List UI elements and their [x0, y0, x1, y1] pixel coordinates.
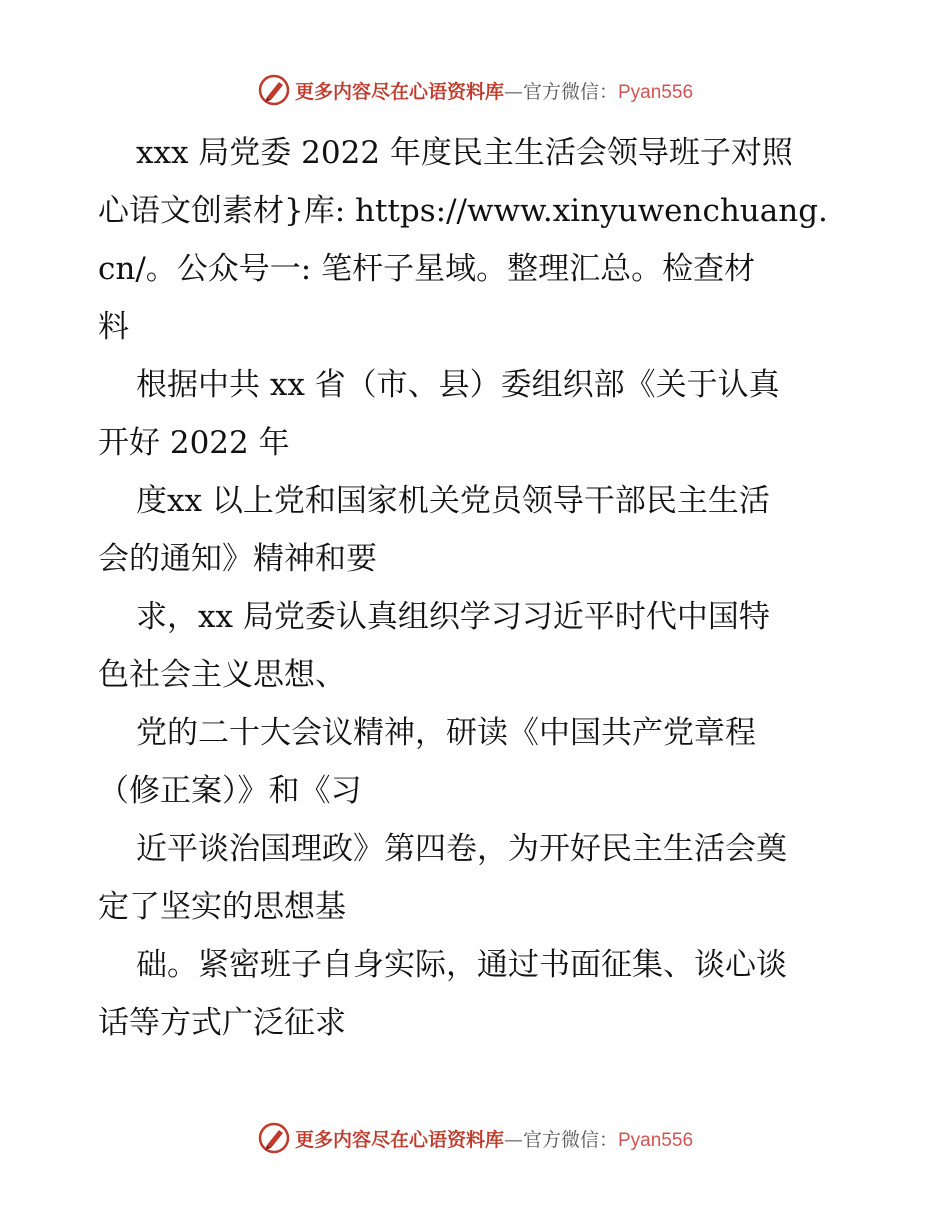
text-line: 色社会主义思想、 [98, 657, 346, 693]
text-line: （修正案）》和《习 [98, 773, 362, 809]
text-line: 近平谈治国理政》第四卷，为开好民主生活会奠 [136, 831, 787, 867]
banner-text [295, 1125, 693, 1152]
text-line: 话等方式广泛征求 [98, 1005, 346, 1041]
text-line: 定了坚实的思想基 [98, 889, 346, 925]
header-banner [0, 70, 950, 110]
text-line: xxx 局党委 2022 年度民主生活会领导班子对照 [136, 135, 793, 171]
banner-wechat-label: 官方微信： [522, 80, 618, 103]
banner-wechat-id: Pyan556 [618, 81, 694, 103]
text-line: 会的通知》精神和要 [98, 541, 377, 577]
banner-wechat-id: Pyan556 [618, 1129, 694, 1151]
banner-dash: — [503, 1128, 523, 1151]
pen-logo-icon [257, 73, 291, 107]
text-line: 开好 2022 年 [98, 425, 290, 461]
text-line: 求，xx 局党委认真组织学习习近平时代中国特 [136, 599, 770, 635]
text-line: 心语文创素材}库: https://www.xinyuwenchuang. [98, 193, 828, 229]
pen-logo-icon [257, 1121, 291, 1155]
text-line: 料 [98, 309, 129, 345]
text-line: 础。紧密班子自身实际，通过书面征集、谈心谈 [136, 947, 787, 983]
text-line: cn/。公众号一: 笔杆子星域。整理汇总。检查材 [98, 251, 756, 287]
document-body [98, 124, 858, 1052]
banner-dash: — [503, 80, 523, 103]
footer-banner [0, 1118, 950, 1158]
banner-main-text: 更多内容尽在心语资料库 [294, 1128, 504, 1151]
text-line: 度xx 以上党和国家机关党员领导干部民主生活 [136, 483, 770, 519]
banner-wechat-label: 官方微信： [522, 1128, 618, 1151]
banner-main-text: 更多内容尽在心语资料库 [294, 80, 504, 103]
banner-text [295, 77, 693, 104]
text-line: 根据中共 xx 省（市、县）委组织部《关于认真 [136, 367, 780, 403]
text-line: 党的二十大会议精神，研读《中国共产党章程 [136, 715, 756, 751]
